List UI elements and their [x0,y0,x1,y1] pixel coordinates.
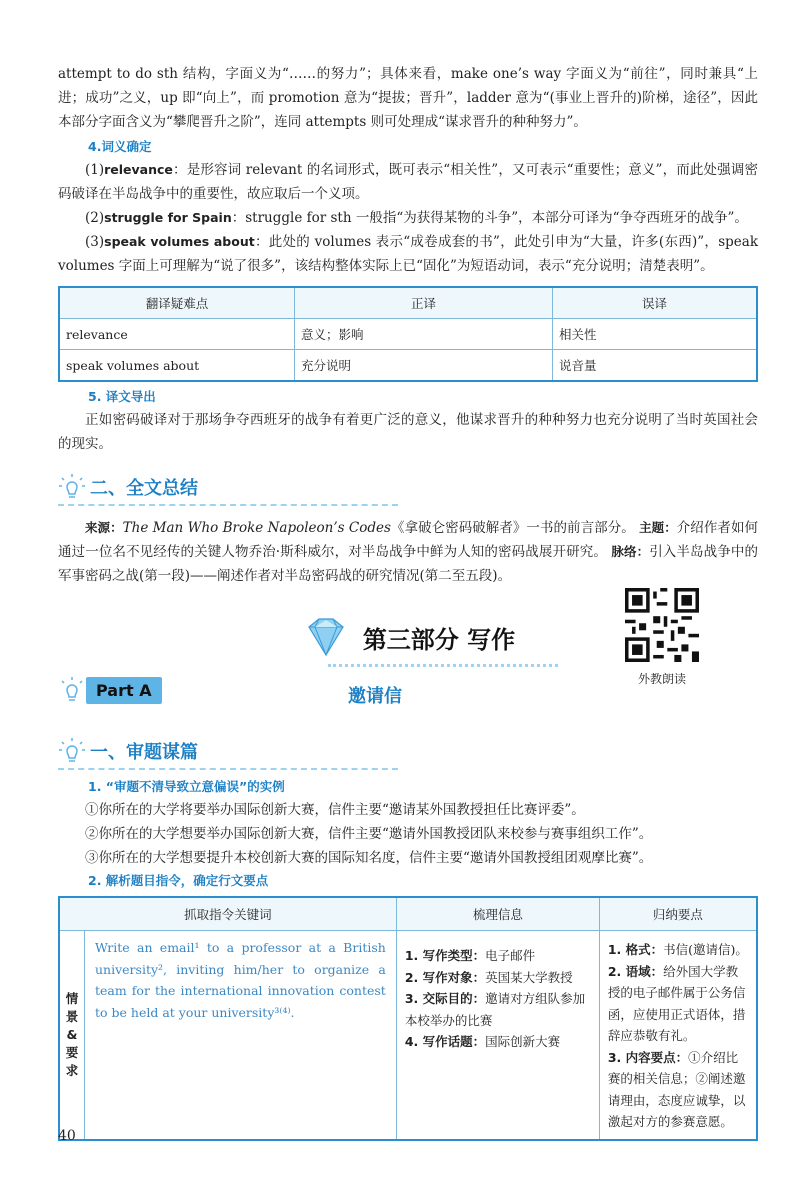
vocab-item-2: (2)struggle for Spain：struggle for sth 一般指“为获得某物的斗争”，本部分可译为“争夺西班牙的战争”。 [85,210,748,226]
diamond-icon [301,617,351,657]
list-item: 1. 写作类型：电子邮件 [404,948,536,963]
lightbulb-icon [58,473,86,501]
list-item: 2. 写作对象：英国某大学教授 [404,969,573,985]
table-header: 正译 [295,287,553,319]
table-header: 翻译疑难点 [59,287,295,319]
table-header: 归纳要点 [599,897,757,931]
table-row [59,931,757,1140]
lightbulb-icon [58,676,86,704]
list-item: 3. 内容要点：①介绍比赛的相关信息；②阐述邀请理由，态度应诚挚，以激起对方的参赛意愿。 [607,1049,746,1129]
qr-label: 外教朗读 [637,672,686,686]
table-header: 误译 [553,287,758,319]
table-cell: 说音量 [553,350,758,382]
summary-heading: 二、全文总结 [90,478,198,499]
review-subheading-2: 2. 解析题目指令，确定行文要点 [88,873,269,888]
table-header-row [59,897,757,931]
letter-title: 邀请信 [348,686,402,707]
divider [328,664,558,667]
intro-paragraph: attempt to do sth 结构，字面义为“……的努力”；具体来看，make one’s way 字面义为“前往”，同时兼具“上进；成功”之义，up 即“向上”，而 promotion 意为“提拔；晋升”，ladder 意为“(事业上晋升的)阶梯，途径”，因此本部分字面含义为“攀爬晋升之阶”，连同 attempts 则可处理成“谋求晋升的种种努力”。 [58,66,758,130]
review-heading: 一、审题谋篇 [90,742,198,763]
side-label: 情 景 & 要 求 [59,931,85,1140]
term-relevance: relevance [104,162,173,177]
list-item: 3. 交际目的：邀请对方组队参加本校举办的比赛 [404,991,586,1028]
example-1: ①你所在的大学将要举办国际创新大赛，信件主要“邀请某外国教授担任比赛评委”。 [85,802,585,818]
table-cell: relevance [59,319,295,350]
example-3: ③你所在的大学想要提升本校创新大赛的国际知名度，信件主要“邀请外国教授组团观摩比赛”。 [85,850,653,866]
part-a-badge: Part A [86,677,162,704]
list-item: 4. 写作话题：国际创新大赛 [404,1034,561,1049]
book-title: The Man Who Broke Napoleon’s Codes [122,520,391,536]
prompt-text: Write an email¹ to a professor at a British university², inviting him/her to organize a team for the international innovation contest to be held at your university³⁽⁴⁾. [85,931,397,1140]
summary-section-header [58,470,398,506]
review-section-header [58,734,398,770]
page-number: 40 [58,1128,76,1144]
output-heading: 5. 译文导出 [88,389,156,404]
table-header: 抓取指令关键词 [59,897,396,931]
table-cell: 相关性 [553,319,758,350]
vocab-item-1: (1)relevance：是形容词 relevant 的名词形式，既可表示“相关性”，又可表示“重要性；意义”，而此处强调密码破译在半岛战争中的重要性，故应取后一个义项。 [58,162,758,202]
part-three-heading: 第三部分 写作 [362,625,516,654]
example-2: ②你所在的大学想要举办国际创新大赛，信件主要“邀请外国教授团队来校参与赛事组织工作”。 [85,826,653,842]
list-item: 2. 语域：给外国大学教授的电子邮件属于公务信函，应使用正式语体，措辞应恭敬有礼。 [607,963,746,1043]
analysis-table [58,896,758,1141]
table-row [59,319,757,350]
vocab-heading: 4.词义确定 [88,139,152,154]
vocab-item-3: (3)speak volumes about：此处的 volumes 表示“成卷成套的书”，此处引申为“大量，许多(东西)”，speak volumes 字面上可理解为“说了很多”，该结构整体实际上已“固化”为短语动词，表示“充分说明；清楚表明”。 [58,234,758,274]
table-cell: 充分说明 [295,350,553,382]
output-text: 正如密码破译对于那场争夺西班牙的战争有着更广泛的意义，他谋求晋升的种种努力也充分说明了当时英国社会的现实。 [58,412,758,452]
points-column [599,931,757,1140]
review-subheading-1: 1. “审题不清导致立意偏误”的实例 [88,779,285,794]
info-column [396,931,599,1140]
translation-table [58,286,758,382]
term-speak-volumes: speak volumes about [104,234,255,249]
qr-code-icon [625,588,699,662]
table-header-row [59,287,757,319]
table-header: 梳理信息 [396,897,599,931]
qr-code[interactable] [625,588,699,687]
lightbulb-icon [58,737,86,765]
table-cell: 意义；影响 [295,319,553,350]
list-item: 1. 格式：书信(邀请信)。 [607,942,748,957]
table-cell: speak volumes about [59,350,295,382]
term-struggle: struggle for Spain [104,210,232,225]
table-row [59,350,757,382]
part-a-label [58,676,162,704]
summary-text: 来源：The Man Who Broke Napoleon’s Codes《拿破仑密码破解者》一书的前言部分。 主题：介绍作者如何通过一位名不见经传的关键人物乔治·斯科威尔，对半岛战争中鲜为人知的密码战展开研究。 脉络：引入半岛战争中的军事密码之战(第一段)——阐述作者对半岛密码战的研究情况(第二至五段)。 [58,520,758,584]
